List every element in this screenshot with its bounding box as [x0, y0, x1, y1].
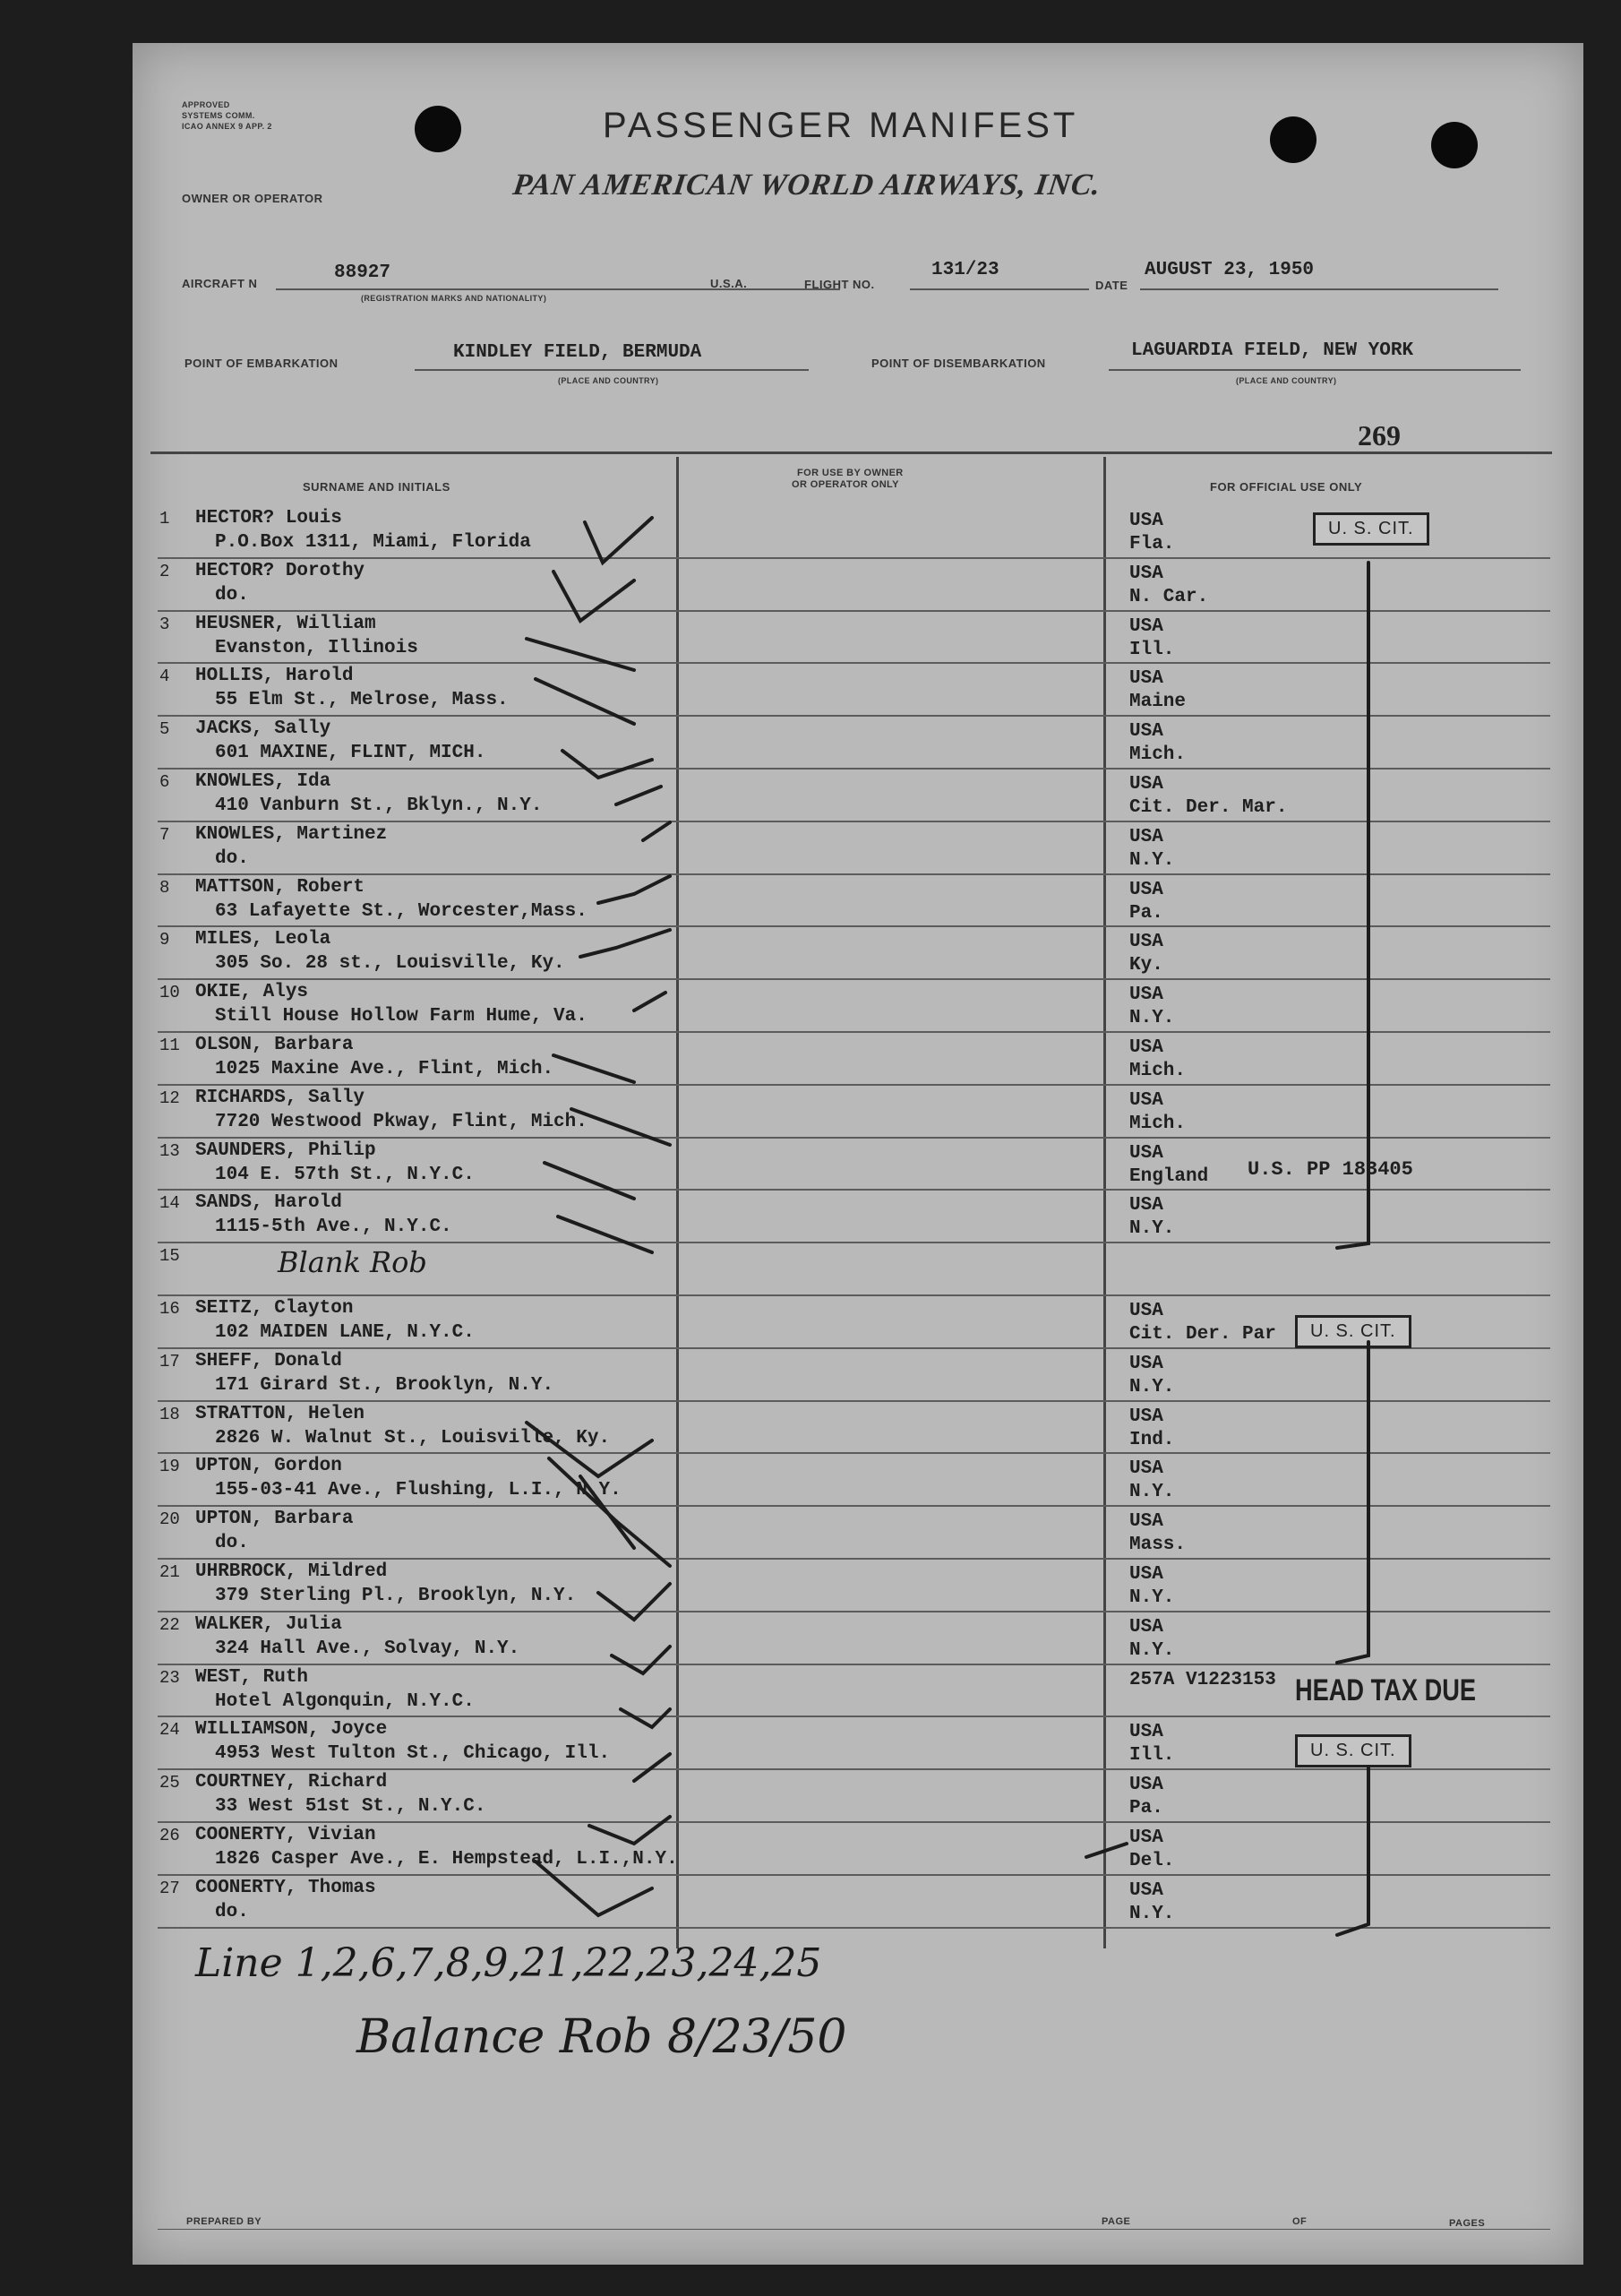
- passenger-nationality: USA: [1129, 1195, 1163, 1217]
- passenger-address: 55 Elm St., Melrose, Mass.: [215, 690, 509, 711]
- handwritten-summary: Line 1,2,6,7,8,9,21,22,23,24,25: [195, 1940, 822, 1986]
- passenger-address: Evanston, Illinois: [215, 637, 418, 658]
- row-number: 12: [159, 1088, 180, 1108]
- passenger-nationality: USA: [1129, 1406, 1163, 1427]
- passenger-name: SANDS, Harold: [195, 1192, 342, 1214]
- passenger-name: MILES, Leola: [195, 929, 331, 950]
- handwritten-signature: Balance Rob 8/23/50: [356, 2010, 847, 2064]
- passenger-nationality: USA: [1129, 1511, 1163, 1533]
- page-title: PASSENGER MANIFEST: [603, 106, 1079, 145]
- passenger-name: WALKER, Julia: [195, 1613, 342, 1635]
- footer-rule: [158, 2229, 1550, 2230]
- passenger-name: MATTSON, Robert: [195, 876, 365, 898]
- passenger-address: 410 Vanburn St., Bklyn., N.Y.: [215, 795, 543, 816]
- passenger-name: OLSON, Barbara: [195, 1035, 354, 1055]
- passenger-state: Del.: [1129, 1851, 1175, 1871]
- place-note: (PLACE AND COUNTRY): [1236, 376, 1337, 385]
- passenger-address: 155-03-41 Ave., Flushing, L.I., N.Y.: [215, 1480, 622, 1501]
- row-number: 16: [159, 1299, 180, 1319]
- passenger-state: Mass.: [1129, 1535, 1187, 1556]
- flight-label: FLIGHT NO.: [804, 278, 875, 291]
- passenger-address: do.: [215, 1901, 249, 1922]
- passenger-address: do.: [215, 1533, 249, 1554]
- passenger-address: 104 E. 57th St., N.Y.C.: [215, 1164, 475, 1185]
- passenger-name: WILLIAMSON, Joyce: [195, 1719, 388, 1741]
- passenger-nationality: USA: [1129, 1775, 1163, 1796]
- passenger-state: Mich.: [1129, 1113, 1187, 1134]
- passenger-name: KNOWLES, Ida: [195, 771, 331, 792]
- passenger-address: 305 So. 28 st., Louisville, Ky.: [215, 953, 565, 975]
- passenger-address: 4953 West Tulton St., Chicago, Ill.: [215, 1743, 611, 1765]
- passenger-nationality: USA: [1129, 1616, 1163, 1638]
- us-citizen-stamp: U. S. CIT.: [1313, 512, 1429, 546]
- row-number: 18: [159, 1404, 180, 1424]
- passenger-nationality: USA: [1129, 511, 1163, 531]
- passenger-state: N.Y.: [1129, 1376, 1175, 1397]
- passenger-address: Still House Hollow Farm Hume, Va.: [215, 1006, 588, 1028]
- row-number: 9: [159, 930, 170, 950]
- row-number: 13: [159, 1140, 180, 1161]
- airline-name: PAN AMERICAN WORLD AIRWAYS, INC.: [510, 168, 1103, 202]
- row-number: 14: [159, 1193, 180, 1214]
- passenger-nationality: USA: [1129, 563, 1163, 584]
- passenger-nationality: USA: [1129, 1037, 1163, 1058]
- approval-line: ICAO ANNEX 9 APP. 2: [182, 122, 272, 131]
- date-value: AUGUST 23, 1950: [1145, 260, 1315, 280]
- passenger-state: Maine: [1129, 692, 1187, 713]
- handwritten-check-marks: [133, 43, 1583, 2265]
- date-label: DATE: [1095, 279, 1128, 292]
- row-number: 5: [159, 719, 170, 740]
- passenger-state: Pa.: [1129, 902, 1163, 924]
- passenger-address: Hotel Algonquin, N.Y.C.: [215, 1690, 475, 1712]
- column-surname: SURNAME AND INITIALS: [303, 480, 450, 494]
- page-label: PAGE: [1102, 2216, 1131, 2227]
- passenger-address: 324 Hall Ave., Solvay, N.Y.: [215, 1638, 520, 1659]
- passenger-nationality: USA: [1129, 1564, 1163, 1585]
- row-number: 20: [159, 1509, 180, 1530]
- passenger-address: P.O.Box 1311, Miami, Florida: [215, 532, 531, 553]
- passenger-nationality: USA: [1129, 1827, 1163, 1848]
- row-number: 1: [159, 509, 170, 529]
- passenger-state: N.Y.: [1129, 1587, 1175, 1608]
- aircraft-label: AIRCRAFT N: [182, 277, 258, 290]
- passenger-state: N.Y.: [1129, 1639, 1175, 1661]
- row-number: 19: [159, 1457, 180, 1477]
- passenger-state: Ind.: [1129, 1429, 1175, 1450]
- row-number: 15: [159, 1246, 180, 1267]
- passenger-nationality: USA: [1129, 1142, 1163, 1164]
- passenger-state: Mich.: [1129, 1061, 1187, 1081]
- passenger-nationality: USA: [1129, 1722, 1163, 1743]
- column-owner-use: FOR USE BY OWNER: [797, 468, 904, 478]
- approval-line: SYSTEMS COMM.: [182, 111, 255, 120]
- passenger-address: 63 Lafayette St., Worcester,Mass.: [215, 900, 588, 922]
- passenger-name: UHRBROCK, Mildred: [195, 1561, 388, 1582]
- passenger-name: JACKS, Sally: [195, 718, 331, 740]
- manifest-sheet: [133, 43, 1583, 2265]
- passenger-state: Cit. Der. Par: [1129, 1324, 1276, 1345]
- passenger-address: 1025 Maxine Ave., Flint, Mich.: [215, 1059, 554, 1079]
- row-number: 25: [159, 1773, 180, 1793]
- passenger-address: 1826 Casper Ave., E. Hempstead, L.I.,N.Y.: [215, 1849, 678, 1870]
- passenger-nationality: USA: [1129, 879, 1163, 900]
- pages-label: PAGES: [1449, 2218, 1486, 2229]
- column-official: FOR OFFICIAL USE ONLY: [1210, 480, 1363, 494]
- passenger-address: 1115-5th Ave., N.Y.C.: [215, 1217, 452, 1238]
- row-number: 26: [159, 1826, 180, 1845]
- passenger-name: STRATTON, Helen: [195, 1403, 365, 1424]
- passenger-name: COURTNEY, Richard: [195, 1772, 388, 1793]
- passenger-state: Pa.: [1129, 1798, 1163, 1819]
- handwritten-blank-note: Blank Rob: [278, 1245, 427, 1279]
- passenger-state: N.Y.: [1129, 1218, 1175, 1240]
- passenger-address: 601 MAXINE, FLINT, MICH.: [215, 743, 486, 764]
- passenger-name: HECTOR? Dorothy: [195, 560, 365, 581]
- passenger-state: N.Y.: [1129, 849, 1175, 871]
- passenger-address: 7720 Westwood Pkway, Flint, Mich.: [215, 1111, 588, 1132]
- row-number: 22: [159, 1614, 180, 1635]
- row-number: 8: [159, 877, 170, 898]
- passenger-name: HOLLIS, Harold: [195, 666, 354, 687]
- passenger-state: N. Car.: [1129, 586, 1209, 607]
- passenger-address: 2826 W. Walnut St., Louisville, Ky.: [215, 1427, 611, 1449]
- nationality: U.S.A.: [710, 277, 748, 290]
- passenger-name: KNOWLES, Martinez: [195, 823, 388, 845]
- passenger-state: Fla.: [1129, 534, 1175, 555]
- passenger-address: 171 Girard St., Brooklyn, N.Y.: [215, 1374, 554, 1396]
- row-number: 11: [159, 1036, 180, 1055]
- approval-line: APPROVED: [182, 100, 230, 109]
- page-stamp: 269: [1358, 419, 1401, 451]
- passenger-state: N.Y.: [1129, 1008, 1175, 1029]
- prepared-by-label: PREPARED BY: [186, 2216, 262, 2227]
- passenger-state: Ill.: [1129, 639, 1175, 660]
- disembarkation-value: LAGUARDIA FIELD, NEW YORK: [1131, 340, 1414, 361]
- passenger-nationality: USA: [1129, 1301, 1163, 1321]
- passenger-address: 379 Sterling Pl., Brooklyn, N.Y.: [215, 1586, 577, 1606]
- passenger-nationality: USA: [1129, 932, 1163, 953]
- passenger-nationality: USA: [1129, 1458, 1163, 1480]
- row-number: 24: [159, 1720, 180, 1741]
- passenger-address: do.: [215, 847, 249, 869]
- passenger-nationality: 257A V1223153: [1129, 1669, 1276, 1690]
- passenger-name: SAUNDERS, Philip: [195, 1139, 376, 1161]
- passenger-nationality: USA: [1129, 774, 1163, 795]
- passenger-name: UPTON, Gordon: [195, 1456, 342, 1477]
- passenger-name: SHEFF, Donald: [195, 1350, 342, 1372]
- passenger-name: SEITZ, Clayton: [195, 1298, 354, 1319]
- passenger-state: N.Y.: [1129, 1482, 1175, 1503]
- passenger-state: Mich.: [1129, 744, 1187, 766]
- row-number: 27: [159, 1878, 180, 1898]
- passenger-address: 33 West 51st St., N.Y.C.: [215, 1796, 486, 1818]
- passenger-state: Cit. Der. Mar.: [1129, 797, 1288, 818]
- passenger-nationality: USA: [1129, 1879, 1163, 1901]
- passenger-nationality: USA: [1129, 615, 1163, 637]
- passenger-state: Ky.: [1129, 955, 1163, 976]
- owner-label: OWNER OR OPERATOR: [182, 192, 323, 205]
- row-number: 2: [159, 561, 170, 581]
- place-note: (PLACE AND COUNTRY): [558, 376, 659, 385]
- passenger-state: England: [1129, 1165, 1209, 1187]
- passenger-name: COONERTY, Thomas: [195, 1877, 376, 1898]
- column-owner-use: OR OPERATOR ONLY: [792, 479, 899, 490]
- passenger-state: N.Y.: [1129, 1903, 1175, 1924]
- row-number: 7: [159, 824, 170, 845]
- passenger-nationality: USA: [1129, 1353, 1163, 1374]
- us-citizen-stamp: U. S. CIT.: [1295, 1315, 1411, 1348]
- us-citizen-stamp: U. S. CIT.: [1295, 1734, 1411, 1767]
- passenger-nationality: USA: [1129, 826, 1163, 847]
- passenger-nationality: USA: [1129, 1089, 1163, 1111]
- passenger-name: UPTON, Barbara: [195, 1509, 354, 1530]
- passenger-nationality: USA: [1129, 668, 1163, 690]
- row-number: 6: [159, 772, 170, 792]
- passport-note: U.S. PP 183405: [1248, 1158, 1413, 1181]
- head-tax-stamp: HEAD TAX DUE: [1295, 1673, 1476, 1707]
- embarkation-label: POINT OF EMBARKATION: [184, 357, 339, 370]
- embarkation-value: KINDLEY FIELD, BERMUDA: [453, 342, 702, 363]
- passenger-name: WEST, Ruth: [195, 1666, 309, 1688]
- passenger-name: RICHARDS, Sally: [195, 1087, 365, 1108]
- row-number: 23: [159, 1667, 180, 1688]
- passenger-address: 102 MAIDEN LANE, N.Y.C.: [215, 1322, 475, 1343]
- row-number: 4: [159, 666, 170, 687]
- passenger-name: HEUSNER, William: [195, 613, 376, 634]
- passenger-name: OKIE, Alys: [195, 982, 309, 1003]
- registration-note: (REGISTRATION MARKS AND NATIONALITY): [361, 294, 547, 303]
- passenger-address: do.: [215, 584, 249, 606]
- disembarkation-label: POINT OF DISEMBARKATION: [871, 357, 1046, 370]
- of-label: OF: [1292, 2216, 1308, 2227]
- row-number: 21: [159, 1562, 180, 1582]
- aircraft-value: 88927: [334, 262, 391, 283]
- passenger-name: COONERTY, Vivian: [195, 1825, 376, 1845]
- row-number: 10: [159, 983, 180, 1003]
- passenger-nationality: USA: [1129, 985, 1163, 1006]
- row-number: 3: [159, 614, 170, 634]
- flight-value: 131/23: [931, 260, 999, 280]
- passenger-name: HECTOR? Louis: [195, 508, 342, 529]
- passenger-nationality: USA: [1129, 721, 1163, 743]
- row-number: 17: [159, 1351, 180, 1372]
- passenger-state: Ill.: [1129, 1745, 1175, 1767]
